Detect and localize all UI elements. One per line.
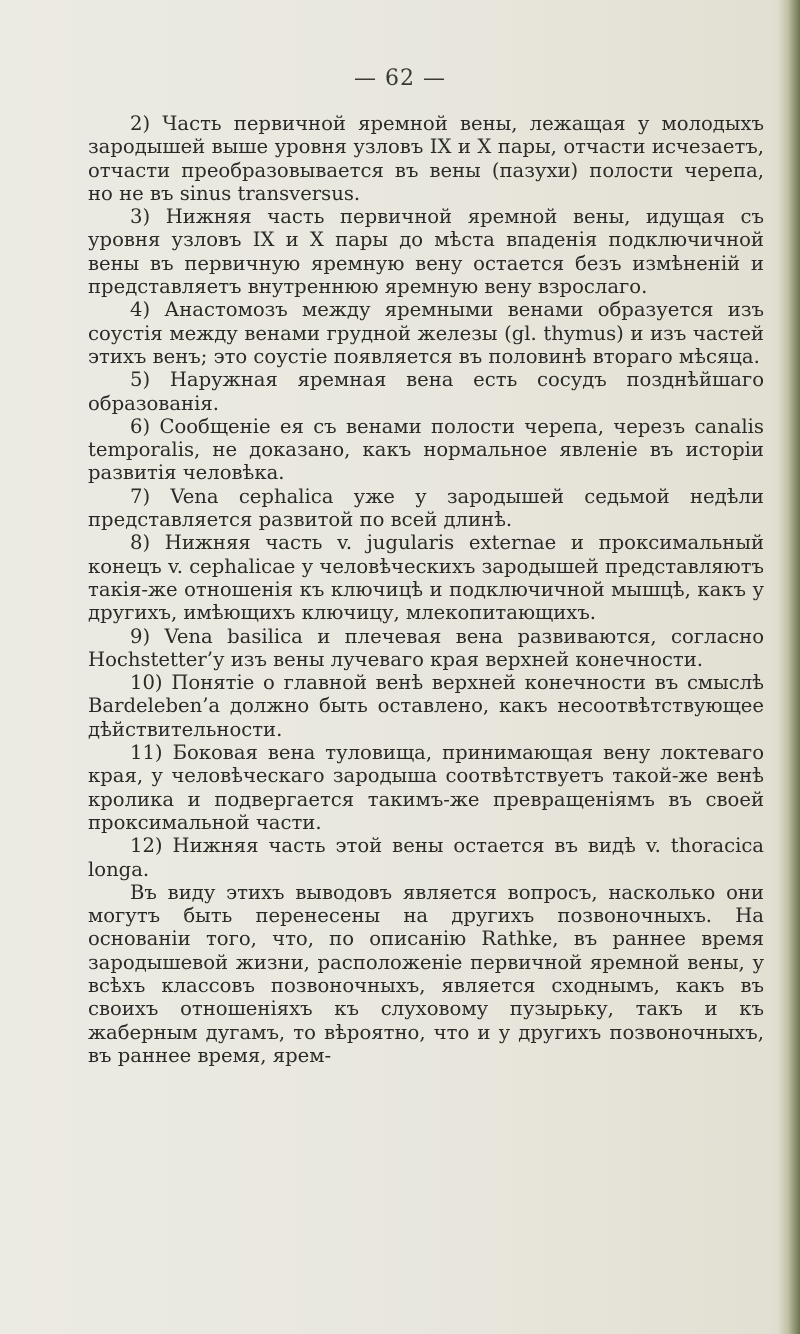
paragraph-conclusion-7: 7) Vena cephalica уже у зародышей седьмой недѣли представляется развитой по всей длинѣ. (88, 484, 764, 532)
paragraph-conclusion-2: 2) Часть первичной яремной вены, лежащая у молодыхъ зародышей выше уровня узловъ IX и X пары, отчасти исчезаетъ, отчасти преобразовывается въ вены (пазухи) полости черепа, но не въ sinus transversus. (88, 112, 764, 205)
paragraph-conclusion-5: 5) Наружная яремная вена есть сосудъ позднѣйшаго образованія. (88, 368, 764, 415)
page-binding-edge (778, 0, 800, 1334)
paragraph-conclusion-6: 6) Сообщеніе ея съ венами полости черепа, черезъ canalis temporalis, не доказано, какъ нормальное явленіе въ исторіи развитія человѣка. (88, 414, 764, 485)
paragraph-conclusion-12: 12) Нижняя часть этой вены остается въ видѣ v. thoracica longa. (88, 834, 764, 881)
paragraph-conclusion-4: 4) Анастомозъ между яремными венами образуется изъ соустія между венами грудной железы (gl. thymus) и изъ частей этихъ венъ; это соустіе появляется въ половинѣ втораго мѣсяца. (88, 298, 764, 368)
body-text (88, 112, 764, 1067)
paragraph-conclusion-10: 10) Понятіе о главной венѣ верхней конечности въ смыслѣ Bardeleben’a должно быть оставлено, какъ несоотвѣтствующее дѣйствительности. (88, 671, 764, 741)
page-number: — 62 — (354, 66, 446, 91)
paragraph-conclusion-11: 11) Боковая вена туловища, принимающая вену локтеваго края, у человѣческаго зародыша соотвѣтствуетъ такой-же венѣ кролика и подвергается такимъ-же превращеніямъ въ своей проксимальной части. (88, 741, 764, 834)
paragraph-discussion: Въ виду этихъ выводовъ является вопросъ, насколько они могутъ быть перенесены на другихъ позвоночныхъ. На основаніи того, что, по описанію Rathke, въ раннее время зародышевой жизни, расположеніе первичной яремной вены, у всѣхъ классовъ позвоночныхъ, является сходнымъ, какъ въ своихъ отношеніяхъ къ слуховому пузырьку, такъ и къ жаберным дугамъ, то вѣроятно, что и у другихъ позвоночныхъ, въ раннее время, ярем- (88, 880, 764, 1067)
paragraph-conclusion-8: 8) Нижняя часть v. jugularis externae и проксимальный конецъ v. cephalicae у человѣческихъ зародышей представляютъ такія-же отношенія къ ключицѣ и подключичной мышцѣ, какъ у другихъ, имѣющихъ ключицу, млекопитающихъ. (88, 531, 765, 625)
paragraph-conclusion-9: 9) Vena basilica и плечевая вена развиваются, согласно Hochstetter’у изъ вены лучеваго края верхней конечности. (88, 624, 764, 671)
paragraph-conclusion-3: 3) Нижняя часть первичной яремной вены, идущая съ уровня узловъ IX и X пары до мѣста впаденія подключичной вены въ первичную яремную вену остается безъ измѣненій и представляетъ внутреннюю яремную вену взрослаго. (88, 205, 764, 299)
